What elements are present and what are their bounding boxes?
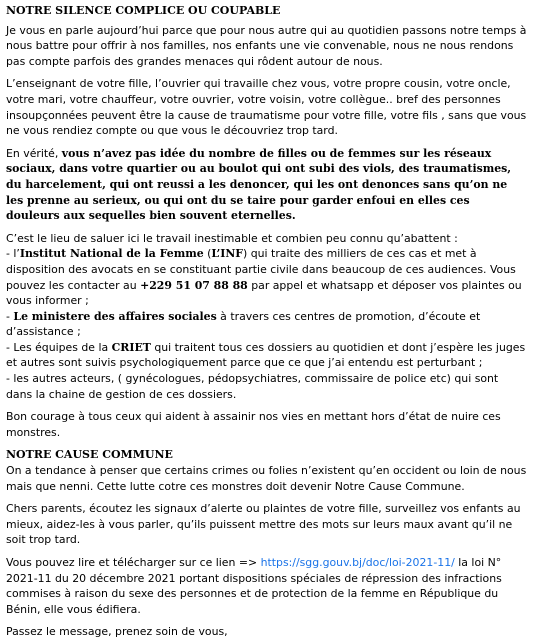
paragraph-parents: Chers parents, écoutez les signaux d’alerte ou plaintes de votre fille, surveillez vos enfants au mieux, aidez-les à vous parler, qu’ils puissent mettre des mots sur leurs maux avant qu’il ne soit trop tard.	[6, 502, 521, 547]
loi-lead: Vous pouvez lire et télécharger sur ce lien =>	[6, 556, 261, 569]
ministere-description: à travers ces centres de promotion, d’écoute et d’assistance ;	[6, 309, 481, 339]
list-item-inf	[6, 246, 527, 308]
loi-description: la loi N° 2021-11 du 20 décembre 2021 portant dispositions spéciales de répression des infractions commises à raison du sexe des personnes et de protection de la femme en République du Bénin, elle vous édifiera.	[6, 556, 502, 616]
list-dash: -	[6, 309, 14, 323]
inf-description: ) qui traite des milliers de ces cas et met à disposition des avocats en se constituant partie civile dans beaucoup de ces audiences. Vous pouvez les contacter au	[6, 247, 516, 292]
paragraph-closing: Passez le message, prenez soin de vous,	[6, 625, 228, 639]
verite-bold: vous n’avez pas idée du nombre de filles ou de femmes sur les réseaux sociaux, dans votre quartier ou au boulot qui ont subi des viols, des traumatismes, du harcelement, qui ont reussi a les denoncer, qui les ont denonces sans qu’on ne les prenne au serieux, ou qui ont du se taire pour garder enfoui en elles ces douleurs aux sequelles bien souvent eternelles.	[6, 146, 512, 223]
criet-name: CRIET	[111, 340, 151, 354]
inf-contact-tail: par appel et whatsapp et déposer vos plaintes ou vous informer ;	[6, 278, 522, 308]
list-item-criet	[6, 340, 527, 371]
paragraph-intro: Je vous en parle aujourd’hui parce que pour nous autre qui au quotidien passons notre temps à nous battre pour offrir à nos familles, nos enfants une vie convenable, nous ne nous rendons pas compte parfois des grandes menaces qui rôdent autour de nous.	[6, 23, 527, 68]
criet-lead: - Les équipes de la	[6, 340, 112, 354]
paragraph-cause: On a tendance à penser que certains crimes ou folies n’existent qu’en occident ou loin de nous mais que nenni. Cette lutte cotre ces monstres doit devenir Notre Cause Commune.	[6, 464, 527, 493]
paragraph-verite	[6, 146, 527, 224]
paragraph-loi	[6, 555, 527, 617]
verite-lead: En vérité,	[6, 146, 62, 160]
heading-silence: NOTRE SILENCE COMPLICE OU COUPABLE	[6, 4, 281, 17]
heading-cause-commune: NOTRE CAUSE COMMUNE	[6, 448, 173, 462]
list-item-ministere	[6, 309, 527, 340]
ministere-name: Le ministere des affaires sociales	[13, 309, 217, 323]
inf-name: Institut National de la Femme	[19, 247, 204, 261]
inf-acronym: L’INF	[211, 247, 244, 261]
loi-link[interactable]: https://sgg.gouv.bj/doc/loi-2021-11/	[260, 556, 455, 569]
paragraph-suspects: L’enseignant de votre fille, l’ouvrier qui travaille chez vous, votre propre cousin, votre oncle, votre mari, votre chauffeur, votre ouvrier, votre voisin, votre collègue.. bref des personnes insoupçonnées peuvent être la cause de traumatisme pour votre fille, votre fils , sans que vous ne vous rendiez compte ou que vous le découvriez trop tard.	[6, 77, 527, 138]
list-dash: - l’	[6, 247, 20, 261]
inf-phone: +229 51 07 88 88	[140, 278, 248, 292]
paragraph-courage: Bon courage à tous ceux qui aident à assainir nos vies en mettant hors d’état de nuire ces monstres.	[6, 410, 501, 439]
criet-description: qui traitent tous ces dossiers au quotidien et dont j’espère les juges et autres sont suivis psychologiquement parce que ce que j’ai entendu est perturbant ;	[6, 340, 526, 370]
paragraph-salute-intro: C’est le lieu de saluer ici le travail inestimable et combien peu connu qu’abattent :	[6, 231, 458, 245]
list-item-acteurs: - les autres acteurs, ( gynécologues, pédopsychiatres, commissaire de police etc) qui sont dans la chaine de gestion de ces dossiers.	[6, 372, 499, 401]
inf-paren-open: (	[203, 247, 212, 261]
